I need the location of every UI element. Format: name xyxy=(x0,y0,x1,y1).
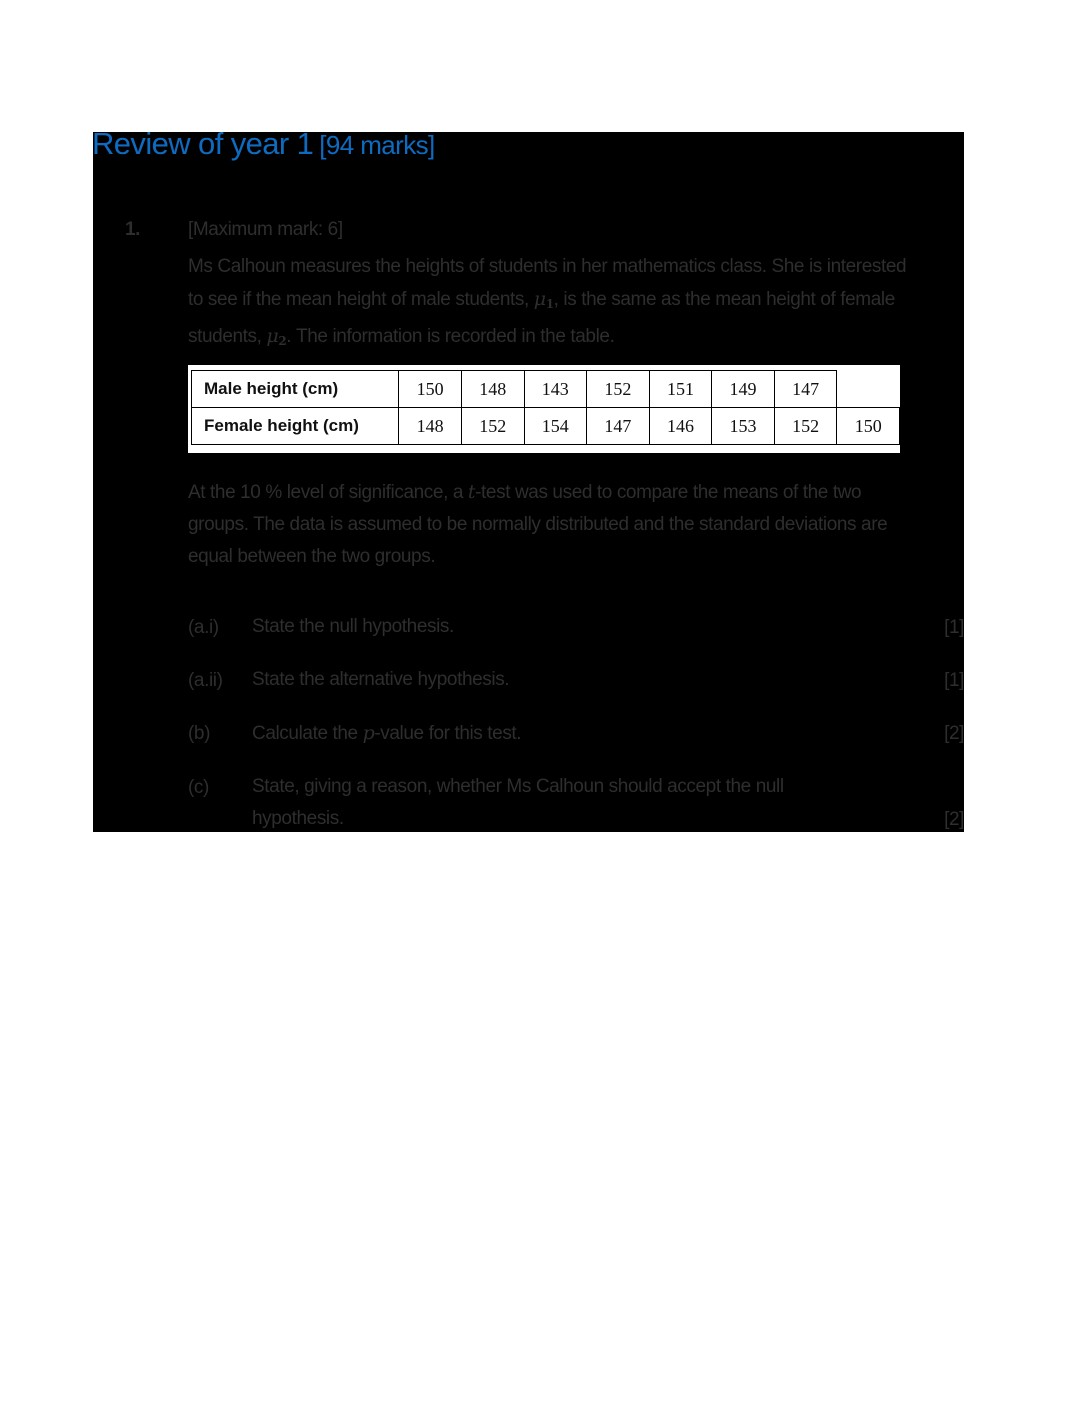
table-cell: 148 xyxy=(399,408,462,445)
table-cell: 143 xyxy=(524,371,587,408)
row-header-male: Male height (cm) xyxy=(192,371,399,408)
height-table xyxy=(191,370,900,445)
stem-part2: , is the same as the mean height of female students, xyxy=(188,289,895,347)
table-cell: 149 xyxy=(712,371,775,408)
part-text xyxy=(252,717,872,750)
mu2-subscript: 2 xyxy=(278,334,287,348)
part-marks: [1] xyxy=(944,670,964,691)
data-table-container xyxy=(188,365,900,453)
para2-part2: -test was used to compare the means of the two groups. The data is assumed to be normally distributed and the standard deviations are equal between the two groups. xyxy=(188,482,888,567)
p-symbol: p xyxy=(362,722,375,744)
question-stem xyxy=(188,251,908,357)
row-header-female: Female height (cm) xyxy=(192,408,399,445)
mu2-letter: μ xyxy=(266,325,279,347)
table-cell: 150 xyxy=(837,408,900,445)
title-text: Review of year 1 xyxy=(92,126,314,161)
test-description xyxy=(188,476,908,573)
part-marks: [1] xyxy=(944,617,964,638)
table-cell: 146 xyxy=(649,408,712,445)
part-label: (a.ii) xyxy=(188,670,223,691)
mu1-letter: μ xyxy=(533,288,546,310)
table-cell: 153 xyxy=(712,408,775,445)
mu2-symbol xyxy=(266,325,286,347)
t-symbol: t xyxy=(467,481,476,503)
stem-part3: . The information is recorded in the table. xyxy=(286,326,615,347)
part-marks: [2] xyxy=(944,723,964,744)
part-text: State, giving a reason, whether Ms Calhoun should accept the null hypothesis. xyxy=(252,776,784,829)
table-cell: 152 xyxy=(774,408,837,445)
part-b-after: -value for this test. xyxy=(374,723,522,744)
maximum-mark: [Maximum mark: 6] xyxy=(188,219,343,240)
para2-part1: At the 10 % level of significance, a xyxy=(188,482,468,503)
table-cell: 147 xyxy=(774,371,837,408)
question-number: 1. xyxy=(125,219,141,240)
part-b-before: Calculate the xyxy=(252,723,363,744)
title-marks: [94 marks] xyxy=(319,130,435,160)
table-cell: 152 xyxy=(587,371,650,408)
part-text: State the alternative hypothesis. xyxy=(252,669,510,690)
table-cell: 154 xyxy=(524,408,587,445)
part-label: (b) xyxy=(188,723,211,744)
table-cell: 150 xyxy=(399,371,462,408)
table-cell: 147 xyxy=(587,408,650,445)
page-title xyxy=(92,126,435,162)
part-label: (a.i) xyxy=(188,617,219,638)
part-marks: [2] xyxy=(944,809,964,830)
table-cell: 152 xyxy=(461,408,524,445)
table-cell-empty xyxy=(837,371,900,408)
stem-part1: Ms Calhoun measures the heights of students in her mathematics class. She is interested to see if the mean height of male students, xyxy=(188,256,907,310)
table-cell: 148 xyxy=(461,371,524,408)
mu1-symbol xyxy=(534,288,554,310)
table-row-male xyxy=(192,371,900,408)
part-label: (c) xyxy=(188,777,209,798)
part-text: State the null hypothesis. xyxy=(252,616,454,637)
mu1-subscript: 1 xyxy=(545,297,554,311)
table-cell: 151 xyxy=(649,371,712,408)
table-row-female xyxy=(192,408,900,445)
